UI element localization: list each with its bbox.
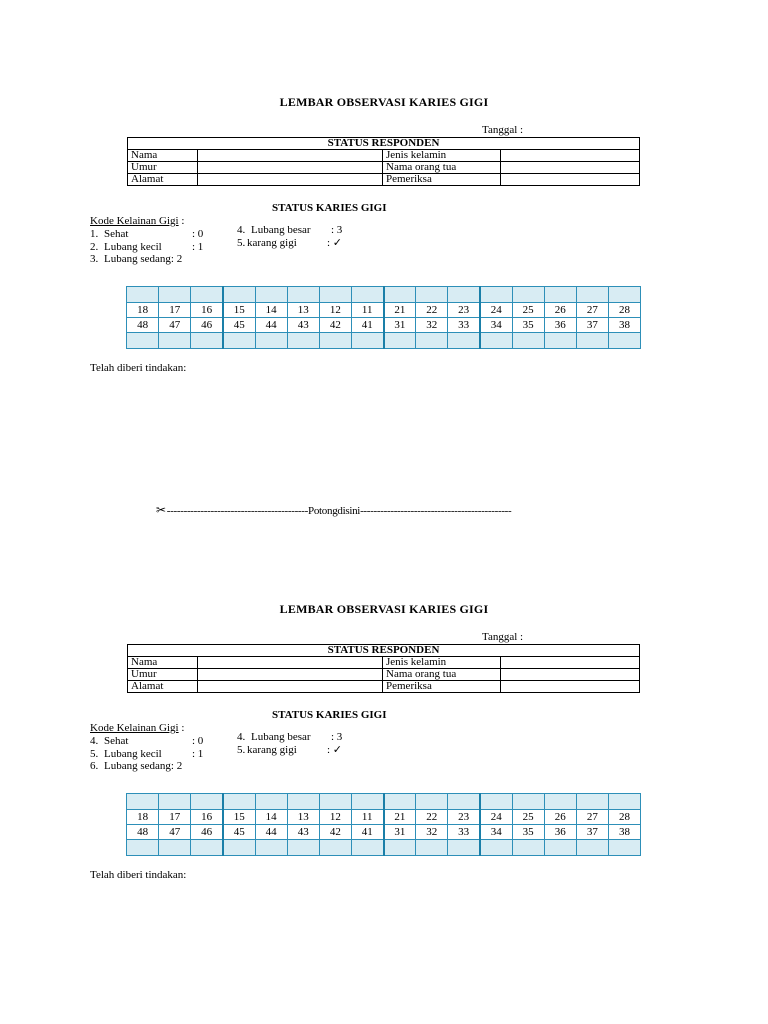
tooth-number: 43	[287, 825, 319, 840]
tooth-code-cell[interactable]	[159, 333, 191, 349]
item-value: : 1	[192, 240, 204, 253]
alamat-field[interactable]	[198, 174, 383, 186]
list-item	[90, 748, 203, 761]
kode-list-right	[237, 731, 342, 756]
item-value: : 2	[170, 760, 183, 772]
kode-kelainan-label: Kode Kelainan Gigi	[90, 722, 179, 734]
item-value: : 2	[170, 253, 183, 265]
odontogram-table	[126, 286, 641, 349]
tooth-code-cell[interactable]	[287, 794, 319, 810]
tooth-number: 43	[287, 318, 319, 333]
tooth-code-cell[interactable]	[351, 333, 383, 349]
item-value: : 3	[331, 731, 343, 743]
tooth-code-cell[interactable]	[287, 287, 319, 303]
tooth-code-cell[interactable]	[480, 333, 512, 349]
list-item	[90, 253, 203, 266]
tooth-code-cell[interactable]	[448, 794, 480, 810]
tooth-code-cell[interactable]	[448, 333, 480, 349]
item-number: 4.	[237, 224, 246, 236]
table-row	[128, 174, 640, 186]
tooth-code-cell[interactable]	[384, 840, 416, 856]
tooth-number: 35	[512, 825, 544, 840]
tooth-number: 46	[191, 825, 223, 840]
field-label: Nama orang tua	[383, 669, 501, 681]
item-number: 4.	[90, 735, 99, 747]
form-title: LEMBAR OBSERVASI KARIES GIGI	[279, 95, 489, 109]
tooth-number: 18	[127, 810, 159, 825]
field-label: Jenis kelamin	[383, 657, 501, 669]
tooth-number: 32	[416, 318, 448, 333]
table-row	[128, 681, 640, 693]
tooth-number: 44	[255, 825, 287, 840]
tooth-number: 42	[319, 825, 351, 840]
item-value: : 1	[192, 747, 204, 760]
item-value: : 0	[192, 228, 204, 240]
tooth-code-cell[interactable]	[351, 794, 383, 810]
field-label: Umur	[128, 669, 198, 681]
item-number: 5.	[90, 747, 99, 760]
kode-list-right	[237, 224, 342, 249]
tooth-code-cell[interactable]	[512, 287, 544, 303]
tooth-code-cell[interactable]	[448, 287, 480, 303]
tooth-number: 46	[191, 318, 223, 333]
tooth-number: 27	[576, 810, 608, 825]
tooth-code-cell[interactable]	[480, 287, 512, 303]
tooth-number: 35	[512, 318, 544, 333]
teeth-number-row-lower	[127, 318, 641, 333]
tooth-code-cell[interactable]	[127, 287, 159, 303]
jenis-kelamin-field[interactable]	[501, 150, 640, 162]
tooth-number: 12	[319, 303, 351, 318]
tooth-number: 47	[159, 318, 191, 333]
teeth-number-row-upper	[127, 810, 641, 825]
tooth-number: 32	[416, 825, 448, 840]
list-item	[237, 731, 342, 744]
tooth-code-cell[interactable]	[127, 333, 159, 349]
tooth-number: 28	[608, 810, 640, 825]
tooth-code-cell[interactable]	[255, 840, 287, 856]
tooth-code-cell[interactable]	[608, 840, 640, 856]
tooth-code-cell[interactable]	[127, 840, 159, 856]
tooth-code-cell[interactable]	[416, 287, 448, 303]
status-responden-table	[127, 137, 640, 186]
tooth-code-cell[interactable]	[416, 794, 448, 810]
pemeriksa-field[interactable]	[501, 174, 640, 186]
tooth-code-cell[interactable]	[287, 840, 319, 856]
tooth-number: 44	[255, 318, 287, 333]
tindakan-label: Telah diberi tindakan:	[90, 362, 187, 374]
nama-field[interactable]	[198, 150, 383, 162]
status-responden-heading: STATUS RESPONDEN	[128, 645, 640, 657]
teeth-entry-row-lower	[127, 333, 641, 349]
kode-list-left	[90, 735, 203, 773]
tooth-code-cell[interactable]	[255, 287, 287, 303]
field-label: Alamat	[128, 174, 198, 186]
pemeriksa-field[interactable]	[501, 681, 640, 693]
tooth-number: 12	[319, 810, 351, 825]
kode-kelainan-colon: :	[178, 722, 185, 734]
tooth-code-cell[interactable]	[191, 287, 223, 303]
jenis-kelamin-field[interactable]	[501, 657, 640, 669]
scissors-icon: ✂	[156, 503, 166, 517]
teeth-entry-row-lower	[127, 840, 641, 856]
tooth-number: 13	[287, 303, 319, 318]
teeth-entry-row-upper	[127, 794, 641, 810]
umur-field[interactable]	[198, 162, 383, 174]
item-value: : 3	[331, 224, 343, 236]
tooth-number: 36	[544, 825, 576, 840]
list-item	[237, 237, 342, 250]
tooth-code-cell[interactable]	[384, 333, 416, 349]
tooth-number: 14	[255, 303, 287, 318]
tooth-number: 45	[223, 825, 255, 840]
tindakan-label: Telah diberi tindakan:	[90, 869, 187, 881]
tooth-code-cell[interactable]	[191, 333, 223, 349]
tooth-number: 27	[576, 303, 608, 318]
tooth-number: 33	[448, 825, 480, 840]
tooth-number: 38	[608, 318, 640, 333]
tooth-number: 24	[480, 303, 512, 318]
tooth-number: 11	[351, 303, 383, 318]
item-label: Sehat	[104, 228, 129, 240]
kode-kelainan-label: Kode Kelainan Gigi	[90, 215, 179, 227]
item-value: : 0	[192, 735, 204, 747]
tooth-number: 26	[544, 810, 576, 825]
status-karies-heading: STATUS KARIES GIGI	[272, 202, 387, 214]
tanggal-label: Tanggal :	[482, 124, 524, 136]
item-label: Lubang sedang	[104, 760, 171, 772]
table-row	[128, 657, 640, 669]
tooth-number: 14	[255, 810, 287, 825]
tooth-number: 37	[576, 825, 608, 840]
observation-form-2	[0, 507, 768, 907]
item-label: Lubang besar	[251, 224, 311, 236]
item-number: 5.	[237, 743, 246, 756]
table-row	[128, 150, 640, 162]
field-label: Alamat	[128, 681, 198, 693]
status-karies-heading: STATUS KARIES GIGI	[272, 709, 387, 721]
tooth-number: 15	[223, 303, 255, 318]
tooth-code-cell[interactable]	[544, 287, 576, 303]
cut-line-label: Potongdisini	[308, 505, 361, 517]
tooth-number: 22	[416, 303, 448, 318]
tooth-code-cell[interactable]	[223, 287, 255, 303]
item-label: Lubang sedang	[104, 253, 171, 265]
item-number: 4.	[237, 731, 246, 743]
tooth-code-cell[interactable]	[416, 333, 448, 349]
tooth-number: 48	[127, 825, 159, 840]
tooth-code-cell[interactable]	[223, 794, 255, 810]
list-item	[90, 735, 203, 748]
tooth-number: 24	[480, 810, 512, 825]
item-label: Lubang kecil	[104, 240, 162, 253]
tooth-code-cell[interactable]	[159, 794, 191, 810]
tooth-code-cell[interactable]	[159, 840, 191, 856]
tooth-code-cell[interactable]	[223, 333, 255, 349]
tooth-number: 37	[576, 318, 608, 333]
table-row	[128, 669, 640, 681]
tooth-number: 38	[608, 825, 640, 840]
field-label: Jenis kelamin	[383, 150, 501, 162]
kode-list-left	[90, 228, 203, 266]
field-label: Nama orang tua	[383, 162, 501, 174]
tooth-number: 25	[512, 810, 544, 825]
tooth-number: 21	[384, 303, 416, 318]
umur-field[interactable]	[198, 669, 383, 681]
tooth-number: 41	[351, 825, 383, 840]
tooth-number: 16	[191, 303, 223, 318]
list-item	[90, 241, 203, 254]
item-value: : ✓	[327, 236, 343, 249]
tooth-code-cell[interactable]	[576, 840, 608, 856]
tooth-number: 28	[608, 303, 640, 318]
nama-field[interactable]	[198, 657, 383, 669]
tooth-number: 48	[127, 318, 159, 333]
list-item	[237, 224, 342, 237]
tooth-code-cell[interactable]	[287, 333, 319, 349]
tooth-code-cell[interactable]	[384, 287, 416, 303]
tooth-number: 23	[448, 810, 480, 825]
list-item	[90, 228, 203, 241]
tooth-code-cell[interactable]	[480, 794, 512, 810]
tooth-code-cell[interactable]	[512, 333, 544, 349]
tooth-code-cell[interactable]	[191, 794, 223, 810]
tooth-code-cell[interactable]	[416, 840, 448, 856]
teeth-number-row-upper	[127, 303, 641, 318]
tooth-number: 17	[159, 303, 191, 318]
form-title: LEMBAR OBSERVASI KARIES GIGI	[279, 602, 489, 616]
item-number: 5.	[237, 236, 246, 249]
item-value: : ✓	[327, 743, 343, 756]
status-responden-table	[127, 644, 640, 693]
tooth-number: 31	[384, 825, 416, 840]
odontogram-table	[126, 793, 641, 856]
tooth-code-cell[interactable]	[512, 794, 544, 810]
tooth-code-cell[interactable]	[608, 333, 640, 349]
cut-line-right-dashes: ---------------------------------------------	[360, 505, 512, 517]
tooth-code-cell[interactable]	[351, 287, 383, 303]
tooth-number: 25	[512, 303, 544, 318]
list-item	[90, 760, 203, 773]
tooth-number: 17	[159, 810, 191, 825]
tooth-number: 47	[159, 825, 191, 840]
tooth-number: 15	[223, 810, 255, 825]
item-label: Sehat	[104, 735, 129, 747]
cut-line-left-dashes: ------------------------------------------	[166, 505, 309, 517]
tooth-number: 23	[448, 303, 480, 318]
tooth-number: 42	[319, 318, 351, 333]
list-item	[237, 744, 342, 757]
tooth-code-cell[interactable]	[223, 840, 255, 856]
tooth-number: 31	[384, 318, 416, 333]
tooth-code-cell[interactable]	[480, 840, 512, 856]
item-number: 6.	[90, 760, 99, 772]
tooth-number: 26	[544, 303, 576, 318]
item-number: 3.	[90, 253, 99, 265]
tooth-code-cell[interactable]	[319, 840, 351, 856]
tooth-code-cell[interactable]	[544, 840, 576, 856]
tooth-code-cell[interactable]	[576, 794, 608, 810]
tooth-code-cell[interactable]	[319, 287, 351, 303]
tooth-code-cell[interactable]	[255, 794, 287, 810]
tooth-number: 11	[351, 810, 383, 825]
tooth-number: 36	[544, 318, 576, 333]
tooth-code-cell[interactable]	[576, 287, 608, 303]
tooth-code-cell[interactable]	[384, 794, 416, 810]
tooth-code-cell[interactable]	[127, 794, 159, 810]
tooth-code-cell[interactable]	[544, 333, 576, 349]
tooth-code-cell[interactable]	[319, 794, 351, 810]
tooth-number: 34	[480, 318, 512, 333]
tooth-code-cell[interactable]	[191, 840, 223, 856]
item-number: 1.	[90, 228, 99, 240]
field-label: Pemeriksa	[383, 174, 501, 186]
tooth-number: 18	[127, 303, 159, 318]
tooth-number: 16	[191, 810, 223, 825]
field-label: Nama	[128, 657, 198, 669]
observation-form-1	[0, 0, 768, 400]
item-label: karang gigi	[247, 236, 297, 249]
tooth-code-cell[interactable]	[319, 333, 351, 349]
tooth-code-cell[interactable]	[255, 333, 287, 349]
alamat-field[interactable]	[198, 681, 383, 693]
kode-kelainan-heading	[90, 215, 184, 227]
tooth-number: 21	[384, 810, 416, 825]
tooth-number: 13	[287, 810, 319, 825]
status-responden-heading: STATUS RESPONDEN	[128, 138, 640, 150]
table-row	[128, 162, 640, 174]
nama-orang-tua-field[interactable]	[501, 162, 640, 174]
tooth-number: 34	[480, 825, 512, 840]
tooth-number: 45	[223, 318, 255, 333]
item-label: Lubang kecil	[104, 747, 162, 760]
nama-orang-tua-field[interactable]	[501, 669, 640, 681]
tooth-code-cell[interactable]	[351, 840, 383, 856]
item-label: karang gigi	[247, 743, 297, 756]
kode-kelainan-colon: :	[178, 215, 185, 227]
field-label: Umur	[128, 162, 198, 174]
tooth-code-cell[interactable]	[608, 287, 640, 303]
item-number: 2.	[90, 240, 99, 253]
field-label: Nama	[128, 150, 198, 162]
tooth-number: 41	[351, 318, 383, 333]
tooth-code-cell[interactable]	[448, 840, 480, 856]
teeth-number-row-lower	[127, 825, 641, 840]
tooth-code-cell[interactable]	[159, 287, 191, 303]
kode-kelainan-heading	[90, 722, 184, 734]
tooth-code-cell[interactable]	[608, 794, 640, 810]
tooth-code-cell[interactable]	[544, 794, 576, 810]
field-label: Pemeriksa	[383, 681, 501, 693]
tooth-number: 22	[416, 810, 448, 825]
item-label: Lubang besar	[251, 731, 311, 743]
teeth-entry-row-upper	[127, 287, 641, 303]
tooth-code-cell[interactable]	[512, 840, 544, 856]
tanggal-label: Tanggal :	[482, 631, 524, 643]
tooth-number: 33	[448, 318, 480, 333]
tooth-code-cell[interactable]	[576, 333, 608, 349]
